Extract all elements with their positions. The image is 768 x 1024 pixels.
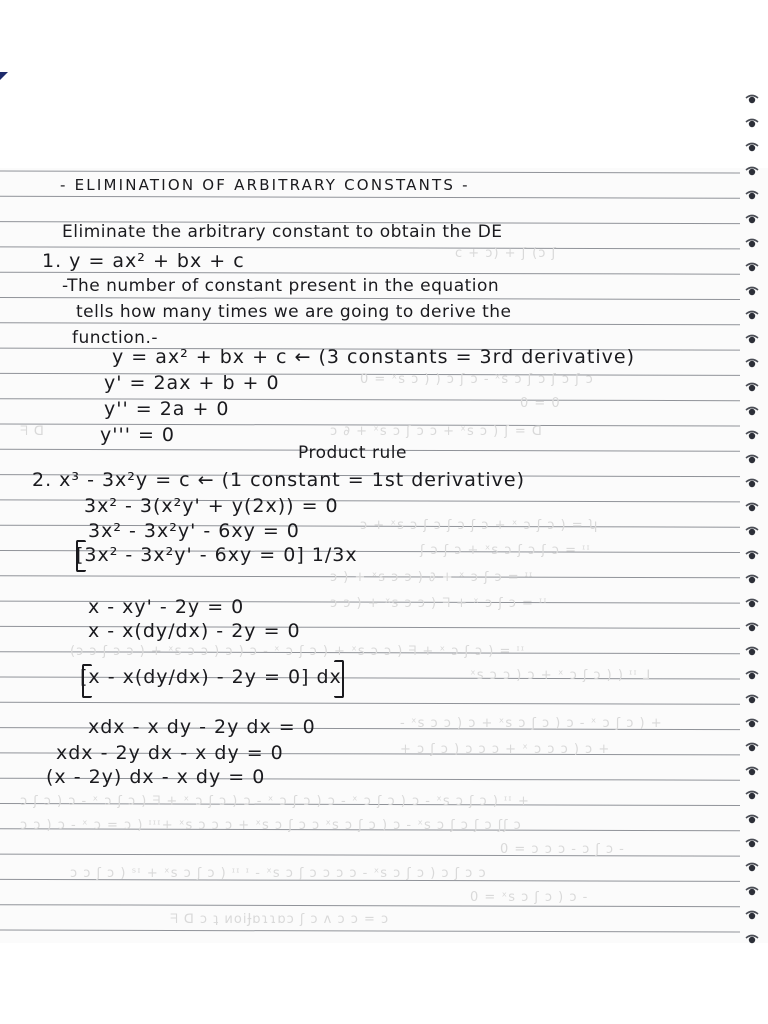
derivation-step: (x - 2y) dx - x dy = 0 xyxy=(46,766,266,788)
ruled-line xyxy=(0,272,740,274)
derivation-step: y = ax² + bx + c ← (3 constants = 3rd derivative) xyxy=(112,346,635,368)
spiral-hole xyxy=(749,817,755,823)
spiral-hole xyxy=(749,97,755,103)
spiral-hole xyxy=(749,265,755,271)
derivation-step: y' = 2ax + b + 0 xyxy=(104,372,280,394)
derivation-step: xdx - 2y dx - x dy = 0 xyxy=(56,742,284,764)
ruled-line xyxy=(0,323,740,325)
bleed-through-text: 0 = ˣs ɔ ʃ ɔ ) ɔ - xyxy=(470,890,589,905)
bleed-through-text: ɔ ɔ ʃ ɔ ) ˢᶦ + ˣs ɔ ʃ ɔ ) ᶦᶦ ᶦ - ˣs ɔ ʃ ɔ ɔ ɔ ɔ - ˣs ɔ ʃ ɔ ) ɔ ʃ ɔ ɔ xyxy=(70,866,487,881)
bracket-right xyxy=(334,660,344,698)
spiral-hole xyxy=(749,577,755,583)
bleed-through-text: ɔ + ˣs ɔ ʃ ɔ ʃ ɔ ʃ ɔ + ˣ ɔ ʃ ɔ ) = ʮ xyxy=(360,518,599,533)
spiral-hole xyxy=(749,313,755,319)
ruled-line xyxy=(0,854,740,856)
bleed-through-text: ᖷ ᗡ ɔ ʇ ᴎoiɈɒɿɿɒɔ ʃ ɔ ʌ ɔ ɔ = ɔ xyxy=(170,912,390,927)
explanation-line: -The number of constant present in the equation xyxy=(62,276,500,296)
spiral-hole xyxy=(749,769,755,775)
bleed-through-text: ˣs ɔ ɔ ) ɔ + ˣ ɔ ʃ ɔ ) ) ᶦᶦ ⅃ xyxy=(470,668,652,683)
instruction-text: Eliminate the arbitrary constant to obtain the DE xyxy=(62,222,503,242)
spiral-hole xyxy=(749,601,755,607)
spiral-hole xyxy=(749,409,755,415)
bleed-through-text: ɔ ʃ ɔ ) ɔ - ˣ ɔ ʃ ɔ ) ᖷ + ˣ ɔ ʃ ɔ ) ɔ - ˣ ɔ ʃ ɔ ) ɔ - ˣ ɔ ʃ ɔ ) ɔ - ˣs ɔ ʃ ɔ ) ᶦᶦ + xyxy=(20,794,530,809)
spiral-hole xyxy=(749,913,755,919)
spiral-hole xyxy=(749,361,755,367)
spiral-hole xyxy=(749,937,755,943)
ruled-line xyxy=(0,298,740,300)
derivation-step: [3x² - 3x²y' - 6xy = 0] 1/3x xyxy=(76,544,358,566)
spiral-hole xyxy=(749,625,755,631)
bleed-through-text: 0 = 0 xyxy=(520,396,561,411)
bracket-left xyxy=(76,540,86,572)
bleed-through-text: ɔ ɔ ) + ˣs ɔ ɔ ) ᖷ + ˣ ɔ ʃ ɔ = ᶦᶦ xyxy=(330,596,548,611)
derivation-step: y'' = 2a + 0 xyxy=(104,398,230,420)
spiral-hole xyxy=(749,145,755,151)
spiral-binding xyxy=(738,88,768,948)
spiral-hole xyxy=(749,481,755,487)
derivation-step: x - xy' - 2y = 0 xyxy=(88,596,245,618)
bleed-through-text: + ɔ ʃ ɔ ) ɔ ɔ ɔ + ˣ ɔ ɔ ɔ ) ɔ + xyxy=(400,742,611,757)
bleed-through-text: 0 = ɔ ɔ ɔ - ɔ ʃ ɔ - xyxy=(500,842,625,857)
spiral-hole xyxy=(749,169,755,175)
spiral-hole xyxy=(749,865,755,871)
bleed-through-text: 0 = ˣs ɔ ) ) ɔ ʃ ɔ - ˣs ɔ ʃ ɔ ʃ ɔ ʃ ɔ xyxy=(360,372,594,387)
derivation-step: 3x² - 3(x²y' + y(2x)) = 0 xyxy=(84,495,339,517)
problem-2-equation: 2. x³ - 3x²y = c ← (1 constant = 1st derivative) xyxy=(32,469,526,491)
bleed-through-text: c + ɔ) + ʃ (ɔ ʃ xyxy=(455,246,557,261)
bleed-through-text: (ɔ ɔ ʃ ɔ ɔ ) + ˣs ɔ ɔ ) ɔ ) ɔ - ˣ ɔ ʃ ɔ ) + ˣs ɔ ɔ ) ᖷ + ˣ ɔ ʃ ɔ ) = ᶦᶦ xyxy=(70,644,526,659)
spiral-hole xyxy=(749,241,755,247)
bleed-through-text: ɔ ) + ˣs ɔ ɔ ) ∂ + ˣ ɔ ʃ ɔ = ᶦᶦ xyxy=(330,570,534,585)
derivation-step: [x - x(dy/dx) - 2y = 0] dx xyxy=(80,666,342,688)
bleed-through-text: ɔ ∂ + ˣs ɔ ʃ ɔ ɔ + ˣs ɔ ) ʃ = ᗡ xyxy=(330,424,543,439)
spiral-hole xyxy=(749,721,755,727)
spiral-hole xyxy=(749,841,755,847)
explanation-line: function.- xyxy=(72,328,158,348)
derivation-step: x - x(dy/dx) - 2y = 0 xyxy=(88,620,301,642)
spiral-hole xyxy=(749,217,755,223)
spiral-hole xyxy=(749,673,755,679)
ruled-line xyxy=(0,247,740,249)
bleed-through-text: ɔ ɔ ) ɔ - ˣ ɔ = ɔ ) ᶦᶦᶦ+ ˣs ɔ ɔ ɔ + ˣs ɔ ʃ ɔ ɔ ˣs ɔ ʃ ɔ ) ɔ - ˣs ɔ ʃ ɔ ʃ ɔ ʃʃ ɔ xyxy=(20,818,522,833)
spiral-hole xyxy=(749,697,755,703)
derivation-step: xdx - x dy - 2y dx = 0 xyxy=(88,716,316,738)
spiral-hole xyxy=(749,745,755,751)
bleed-through-text: - ˣs ɔ ɔ ) ɔ + ˣs ɔ ʃ ɔ ) ɔ - ˣ ɔ ʃ ɔ ) + xyxy=(400,716,663,731)
spiral-hole xyxy=(749,793,755,799)
spiral-hole xyxy=(749,433,755,439)
bleed-through-text: ᖷ ᗡ xyxy=(20,424,45,439)
spiral-hole xyxy=(749,385,755,391)
spiral-hole xyxy=(749,121,755,127)
bracket-left xyxy=(82,664,92,698)
derivation-step: 3x² - 3x²y' - 6xy = 0 xyxy=(88,520,300,542)
spiral-hole xyxy=(749,529,755,535)
notes-title: - ELIMINATION OF ARBITRARY CONSTANTS - xyxy=(60,176,470,194)
ruled-line xyxy=(0,702,740,704)
problem-1-equation: 1. y = ax² + bx + c xyxy=(42,250,245,272)
spiral-hole xyxy=(749,889,755,895)
spiral-hole xyxy=(749,505,755,511)
spiral-hole xyxy=(749,649,755,655)
spiral-hole xyxy=(749,193,755,199)
spiral-hole xyxy=(749,457,755,463)
ruled-line xyxy=(0,930,740,932)
ruled-line xyxy=(0,905,740,907)
spiral-hole xyxy=(749,553,755,559)
product-rule-note: Product rule xyxy=(298,443,407,463)
derivation-step: y''' = 0 xyxy=(100,424,176,446)
ruled-line xyxy=(0,196,740,198)
bleed-through-text: ʃ ɔ ʃ ɔ + ˣs ɔ ʃ ɔ ʃ ɔ = ᶦᶦ xyxy=(420,543,591,558)
spiral-hole xyxy=(749,289,755,295)
spiral-hole xyxy=(749,337,755,343)
ruled-line xyxy=(0,171,740,173)
explanation-line: tells how many times we are going to derive the xyxy=(76,302,512,322)
